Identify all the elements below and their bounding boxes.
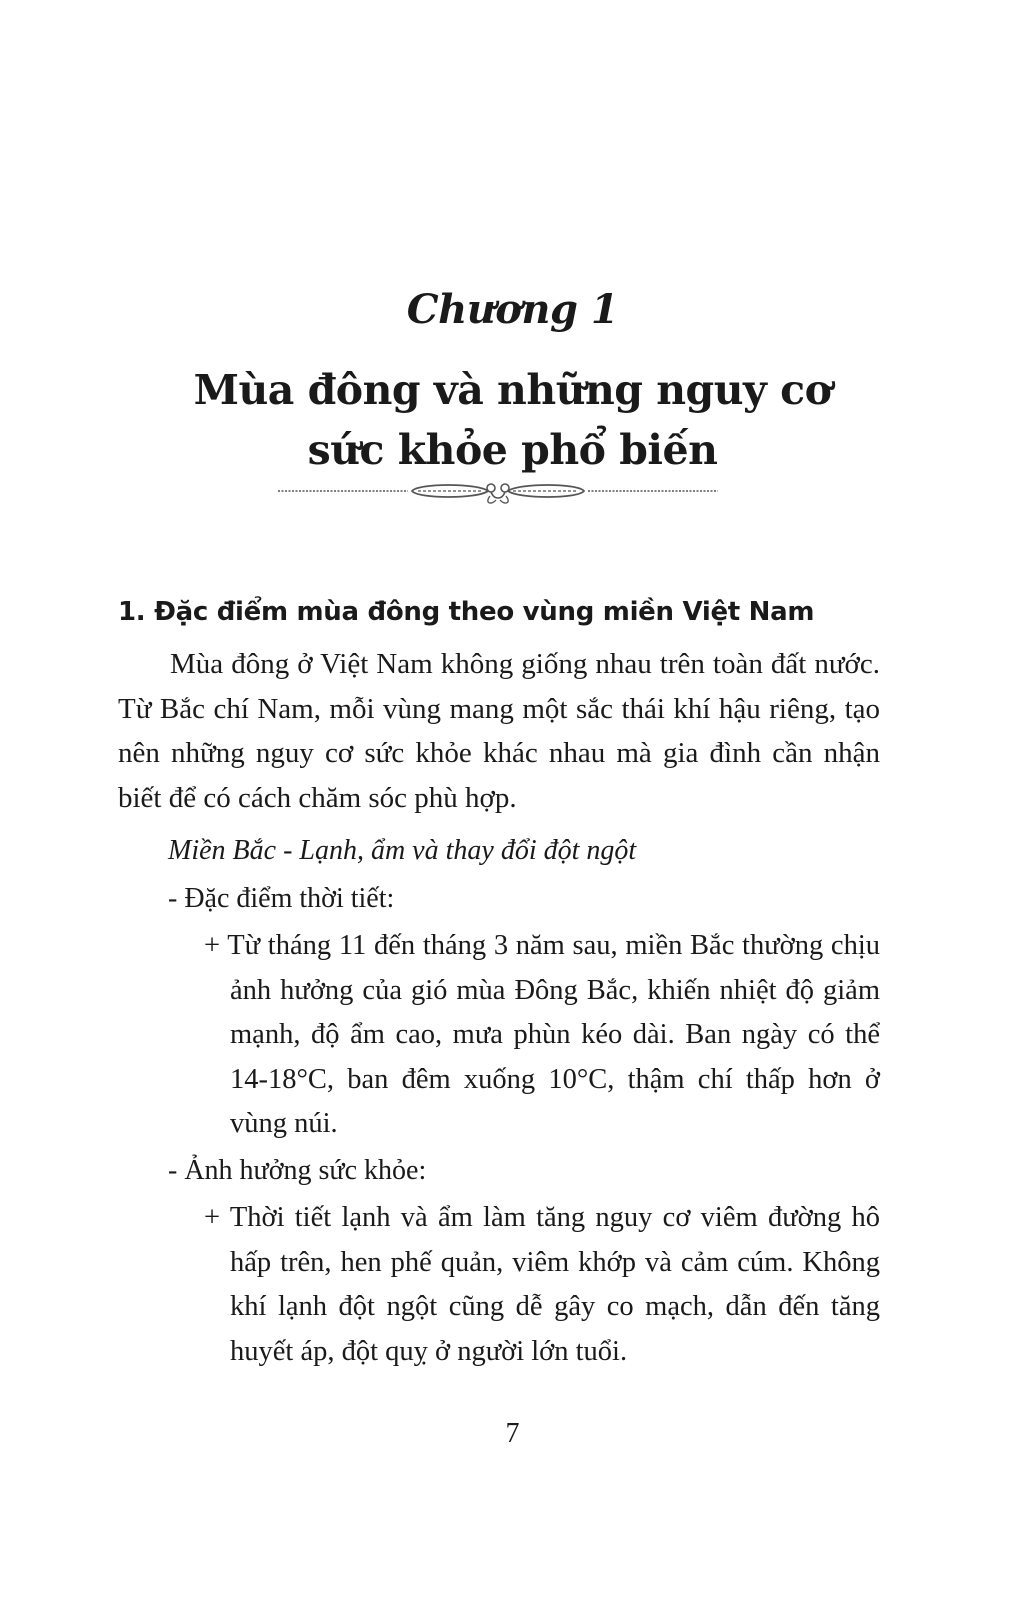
- chapter-title-line-1: Mùa đông và những nguy cơ: [193, 366, 832, 414]
- region-subheading: Miền Bắc - Lạnh, ẩm và thay đổi đột ngột: [168, 835, 637, 866]
- chapter-title-line-2: sức khỏe phổ biến: [307, 426, 718, 474]
- list-item-label: - Ảnh hưởng sức khỏe:: [168, 1155, 427, 1186]
- list-item-detail: + Từ tháng 11 đến tháng 3 năm sau, miền Bắc thường chịu ảnh hưởng của gió mùa Đông Bắc, khiến nhiệt độ giảm mạnh, độ ẩm cao, mưa phùn kéo dài. Ban ngày có thể 14-18°C, ban đêm xuống 10°C, thậm chí thấp hơn ở vùng núi.: [204, 930, 880, 1139]
- intro-paragraph: Mùa đông ở Việt Nam không giống nhau trên toàn đất nước. Từ Bắc chí Nam, mỗi vùng mang một sắc thái khí hậu riêng, tạo nên những nguy cơ sức khỏe khác nhau mà gia đình cần nhận biết để có cách chăm sóc phù hợp.: [118, 648, 880, 814]
- decorative-divider-ornament: [278, 478, 718, 508]
- list-item-label: - Đặc điểm thời tiết:: [168, 883, 395, 914]
- list-item-detail: + Thời tiết lạnh và ẩm làm tăng nguy cơ viêm đường hô hấp trên, hen phế quản, viêm khớp và cảm cúm. Không khí lạnh đột ngột cũng dễ gây co mạch, dẫn đến tăng huyết áp, đột quỵ ở người lớn tuổi.: [204, 1202, 880, 1367]
- chapter-label: Chương 1: [406, 286, 619, 333]
- page-number: 7: [505, 1418, 520, 1449]
- chapter-title: [0, 360, 1025, 480]
- section-heading: 1. Đặc điểm mùa đông theo vùng miền Việt Nam: [118, 597, 815, 627]
